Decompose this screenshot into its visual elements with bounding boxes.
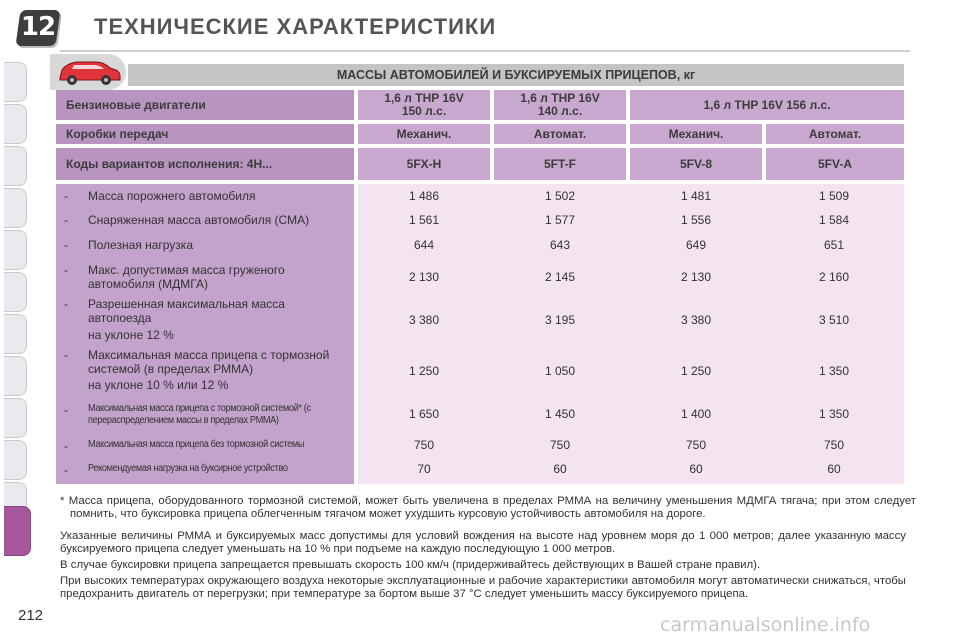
chapter-tab[interactable] — [4, 104, 27, 144]
row-sublabel: на уклоне 10 % или 12 % — [88, 378, 229, 392]
engines-label: Бензиновые двигатели — [56, 90, 354, 120]
version-code-cell: 5FT-F — [494, 148, 626, 180]
watermark: carmanualsonline.info — [660, 614, 871, 636]
row-value: 1 350 — [818, 407, 850, 421]
row-value: 2 130 — [408, 270, 440, 284]
note-paragraph: Указанные величины РММА и буксируемых масс допустимы для условий вождения на высоте над уровнем моря до 1 000 метров; далее указанную массу буксируемого прицепа следует уменьшать на 10 % при подъеме на каждую последующую 1 000 метров. — [60, 530, 906, 555]
row-label: Снаряженная масса автомобиля (СМА) — [88, 213, 310, 227]
chapter-tab[interactable] — [4, 272, 27, 312]
engine-2-name: 1,6 л THP 16V — [520, 91, 600, 105]
row-label: Максимальная масса прицепа с тормозной системой (в пределах РММА) — [88, 348, 330, 376]
table-title: МАССЫ АВТОМОБИЛЕЙ И БУКСИРУЕМЫХ ПРИЦЕПОВ, кг — [336, 68, 696, 82]
row-label: Полезная нагрузка — [88, 238, 193, 252]
row-value: 1 584 — [818, 213, 850, 227]
row-value: 1 050 — [544, 364, 576, 378]
chapter-tab-active[interactable] — [4, 506, 31, 556]
chapter-tab[interactable] — [4, 146, 27, 186]
chapter-tab[interactable] — [4, 230, 27, 270]
row-value: 750 — [549, 438, 571, 452]
page-number: 212 — [18, 607, 44, 624]
row-value: 1 556 — [680, 213, 712, 227]
engine-header-2 — [494, 90, 626, 120]
title-divider — [60, 50, 910, 52]
row-value: 1 350 — [818, 364, 850, 378]
row-value: 644 — [413, 238, 435, 252]
version-code-cell: 5FV-A — [766, 148, 904, 180]
row-dash: - — [64, 403, 68, 417]
row-dash: - — [64, 238, 68, 252]
row-value: 1 561 — [408, 213, 440, 227]
row-label: Максимальная масса прицепа с тормозной системой* (с перераспределением массы в пределах РММА) — [88, 403, 311, 426]
note-paragraph: В случае буксировки прицепа запрещается превышать скорость 100 км/ч (придерживайтесь действующих в Вашей стране правил). — [60, 559, 761, 571]
row-label: Масса порожнего автомобиля — [88, 189, 256, 203]
row-value: 70 — [417, 462, 431, 476]
engine-1-name: 1,6 л THP 16V — [384, 91, 464, 105]
row-value: 2 145 — [544, 270, 576, 284]
gearbox-cell: Механич. — [630, 124, 762, 144]
page-title: ТЕХНИЧЕСКИЕ ХАРАКТЕРИСТИКИ — [94, 14, 497, 39]
row-value: 1 481 — [680, 189, 712, 203]
row-value: 60 — [689, 462, 703, 476]
row-dash: - — [64, 463, 68, 477]
row-value: 1 400 — [680, 407, 712, 421]
chapter-tab[interactable] — [4, 314, 27, 354]
engine-header-3: 1,6 л THP 16V 156 л.с. — [630, 90, 904, 120]
row-value: 750 — [413, 438, 435, 452]
row-label: Рекомендуемая нагрузка на буксирное устройство — [88, 463, 288, 474]
row-value: 2 130 — [680, 270, 712, 284]
engine-2-power: 140 л.с. — [537, 104, 583, 118]
engine-header-1 — [358, 90, 490, 120]
row-dash: - — [64, 213, 68, 227]
version-codes-label: Коды вариантов исполнения: 4H... — [56, 148, 354, 180]
chapter-tab[interactable] — [4, 356, 27, 396]
row-value: 750 — [823, 438, 845, 452]
row-dash: - — [64, 348, 68, 362]
row-value: 1 486 — [408, 189, 440, 203]
chapter-number: 12 — [20, 12, 56, 42]
row-label: Максимальная масса прицепа без тормозной системы — [88, 439, 305, 450]
footnote: * Масса прицепа, оборудованного тормозной системой, может быть увеличена в пределах РММА на величину уменьшения МДМГА тягача; при этом следует помнить, что буксировка прицепа облегченным тягачом может ухудшить курсовую устойчивость автомобиля на дороге. — [60, 495, 916, 520]
gearbox-cell: Автомат. — [494, 124, 626, 144]
row-dash: - — [64, 263, 68, 277]
version-code-cell: 5FV-8 — [630, 148, 762, 180]
row-value: 60 — [553, 462, 567, 476]
version-code-cell: 5FX-H — [358, 148, 490, 180]
row-dash: - — [64, 189, 68, 203]
row-value: 750 — [685, 438, 707, 452]
row-value: 1 577 — [544, 213, 576, 227]
gearbox-cell: Автомат. — [766, 124, 904, 144]
gearbox-label: Коробки передач — [56, 124, 354, 144]
row-value: 3 195 — [544, 313, 576, 327]
row-dash: - — [64, 297, 68, 311]
car-icon — [54, 56, 124, 88]
row-value: 3 510 — [818, 313, 850, 327]
row-value: 1 450 — [544, 407, 576, 421]
chapter-tab[interactable] — [4, 440, 27, 480]
row-value: 643 — [549, 238, 571, 252]
row-value: 651 — [823, 238, 845, 252]
chapter-tab[interactable] — [4, 188, 27, 228]
row-value: 1 250 — [680, 364, 712, 378]
row-value: 3 380 — [408, 313, 440, 327]
row-value: 1 250 — [408, 364, 440, 378]
row-value: 1 509 — [818, 189, 850, 203]
row-value: 2 160 — [818, 270, 850, 284]
note-paragraph: При высоких температурах окружающего воздуха некоторые эксплуатационные и рабочие характеристики автомобиля могут автоматически снижаться, чтобы предохранить двигатель от перегрузки; при температуре за бортом выше 37 °C следует уменьшить массу буксируемого прицепа. — [60, 575, 906, 600]
gearbox-cell: Механич. — [358, 124, 490, 144]
row-value: 1 502 — [544, 189, 576, 203]
row-label: Макс. допустимая масса груженого автомобиля (МДМГА) — [88, 263, 285, 291]
row-label: Разрешенная максимальная масса автопоезда — [88, 297, 285, 325]
row-value: 3 380 — [680, 313, 712, 327]
chapter-tab[interactable] — [4, 398, 27, 438]
engine-1-power: 150 л.с. — [401, 104, 447, 118]
row-value: 60 — [827, 462, 841, 476]
row-sublabel: на уклоне 12 % — [88, 328, 174, 342]
row-dash: - — [64, 439, 68, 453]
row-value: 1 650 — [408, 407, 440, 421]
chapter-tab[interactable] — [4, 62, 27, 102]
row-value: 649 — [685, 238, 707, 252]
